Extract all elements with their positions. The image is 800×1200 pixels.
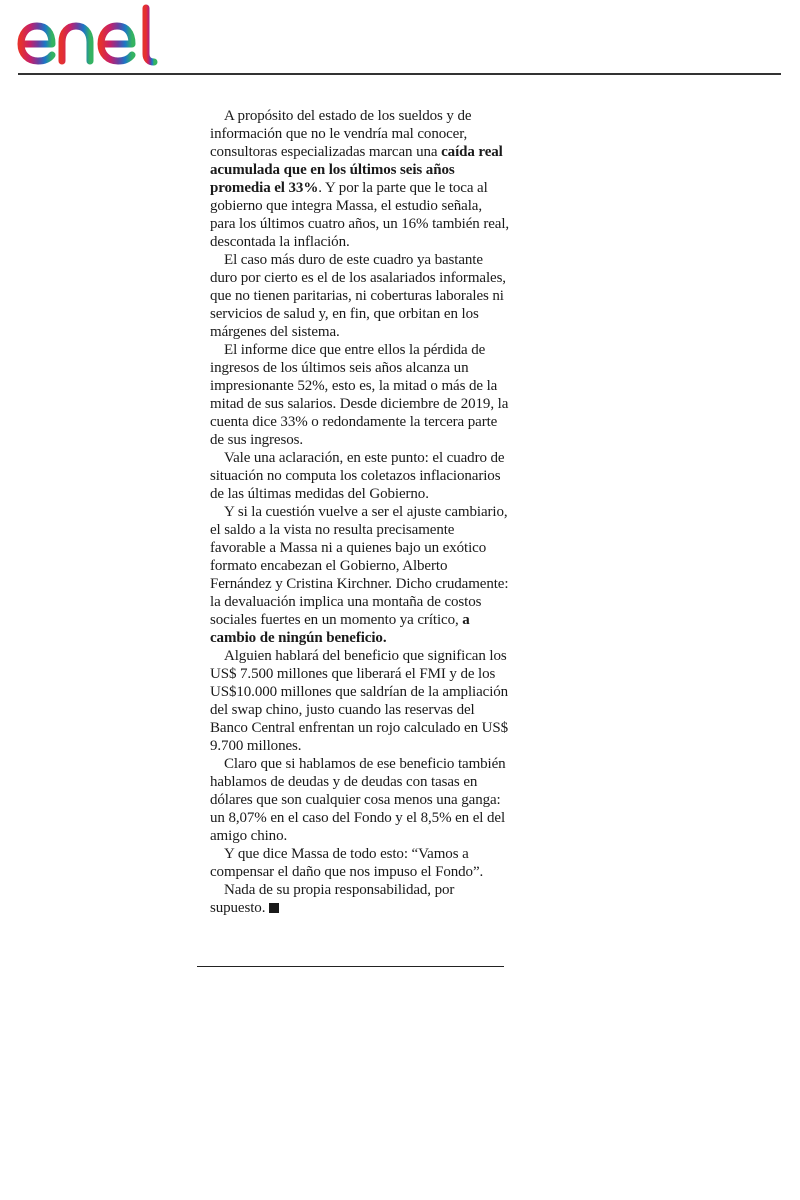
paragraph-2: El caso más duro de este cuadro ya bastante duro por cierto es el de los asalariados informales, que no tienen paritarias, ni coberturas laborales ni servicios de salud y, en fin, que orbitan en los márgenes del sistema. [210,252,506,340]
article-body [210,107,510,917]
header-rule [18,73,781,75]
paragraph-1: A propósito del estado de los sueldos y de información que no le vendría mal conocer, consultoras especializadas marcan una caída real acumulada que en los últimos seis años promedia el 33%. Y por la parte que le toca al gobierno que integra Massa, el estudio señala, para los últimos cuatro años, un 16% también real, descontada la inflación. [210,108,510,250]
paragraph-5: Y si la cuestión vuelve a ser el ajuste cambiario, el saldo a la vista no resulta precisamente favorable a Massa ni a quienes bajo un exótico formato encabezan el Gobierno, Alberto Fernández y Cristina Kirchner. Dicho crudamente: la devaluación implica una montaña de costos sociales fuertes en un momento ya crítico, a cambio de ningún beneficio. [210,504,509,646]
footer-rule [197,966,504,967]
paragraph-6: Alguien hablará del beneficio que significan los US$ 7.500 millones que liberará el FMI y de los US$10.000 millones que saldrían de la ampliación del swap chino, justo cuando las reservas del Banco Central enfrentan un rojo calculado en US$ 9.700 millones. [210,648,509,754]
paragraph-7: Claro que si hablamos de ese beneficio también hablamos de deudas y de deudas con tasas en dólares que son cualquier cosa menos una ganga: un 8,07% en el caso del Fondo y el 8,5% en el del amigo chino. [210,756,506,844]
end-mark-icon [269,903,279,913]
paragraph-3: El informe dice que entre ellos la pérdida de ingresos de los últimos seis años alcanza un impresionante 52%, esto es, la mitad o más de la mitad de sus salarios. Desde diciembre de 2019, la cuenta dice 33% o redondamente la tercera parte de sus ingresos. [210,342,509,448]
highlight-2: a cambio de ningún beneficio. [210,612,470,646]
paragraph-4: Vale una aclaración, en este punto: el cuadro de situación no computa los coletazos inflacionarios de las últimas medidas del Gobierno. [210,450,505,502]
enel-logo [16,4,181,68]
highlight-1: caída real acumulada que en los últimos seis años promedia el 33% [210,144,503,196]
paragraph-9: Nada de su propia responsabilidad, por supuesto. [210,882,455,916]
paragraph-8: Y que dice Massa de todo esto: “Vamos a compensar el daño que nos impuso el Fondo”. [210,846,484,880]
